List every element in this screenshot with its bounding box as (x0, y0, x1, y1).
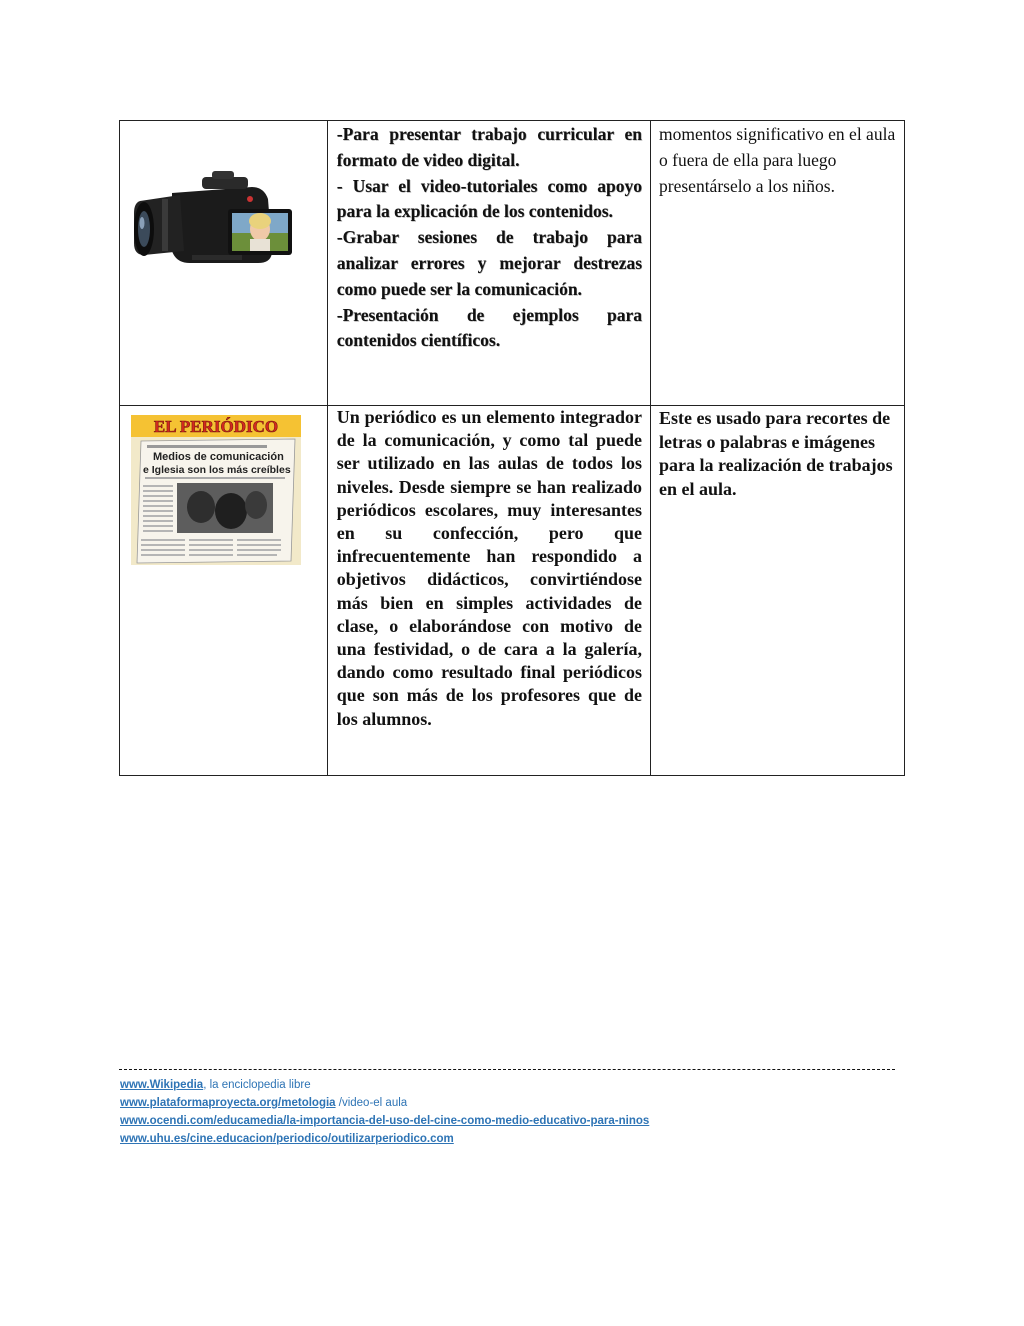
description-cell (327, 406, 650, 776)
use-cell (651, 121, 905, 406)
reference-link[interactable]: www.ocendi.com/educamedia/la-importancia-del-uso-del-cine-como-medio-educativo-para-ninos (120, 1115, 650, 1127)
description-cell (327, 121, 650, 406)
reference-link[interactable]: www.plataformaproyecta.org/metologia (120, 1097, 336, 1109)
reference-link[interactable]: www.Wikipedia (120, 1079, 204, 1091)
description-paragraph: - Usar el video-tutoriales como apoyo para la explicación de los contenidos. (336, 175, 643, 222)
reference-note: /video-el aula (335, 1097, 408, 1109)
table-row (120, 406, 905, 776)
reference-link[interactable]: www.uhu.es/cine.educacion/periodico/outilizarperiodico.com (120, 1133, 454, 1145)
resources-table (119, 120, 905, 776)
description-paragraph: Un periódico es un elemento integrador de la comunicación, y como tal puede ser utilizado en las aulas de todos los niveles. Desde siempre se han realizado periódicos escolares, muy interesantes en su confección, pero que infrecuentemente han respondido a objetivos didácticos, convirtiéndose más bien en simples actividades de clase, o elaborándose con motivo de una festividad, o de cara a la galería, dando como resultado final periódicos que son más de los profesores que de los alumnos. (336, 407, 643, 729)
reference-item (120, 1112, 649, 1130)
description-paragraph: -Presentación de ejemplos para contenidos científicos. (336, 304, 643, 351)
newspaper-headline-1: Medios de comunicación (153, 451, 284, 463)
reference-note: , la enciclopedia libre (203, 1079, 311, 1091)
newspaper-headline-2: e Iglesia son los más creíbles (143, 464, 291, 476)
use-text: Este es usado para recortes de letras o palabras e imágenes para la realización de trabajos en el aula. (659, 408, 893, 499)
reference-item (120, 1130, 649, 1148)
description-paragraph: -Grabar sesiones de trabajo para analizar errores y mejorar destrezas como puede ser la comunicación. (336, 227, 643, 299)
reference-item (120, 1094, 649, 1112)
reference-item (120, 1076, 649, 1094)
description-paragraph: -Para presentar trabajo curricular en formato de video digital. (336, 124, 643, 170)
image-cell (120, 121, 328, 406)
image-cell (120, 406, 328, 776)
references-list (120, 1076, 649, 1148)
table-row (120, 121, 905, 406)
use-text: momentos significativo en el aula o fuera de ella para luego presentárselo a los niños. (659, 124, 896, 196)
use-cell (651, 406, 905, 776)
newspaper-image (131, 415, 301, 565)
footnote-separator (119, 1069, 895, 1070)
camcorder-image (132, 159, 302, 271)
newspaper-masthead: EL PERIÓDICO (153, 417, 279, 436)
